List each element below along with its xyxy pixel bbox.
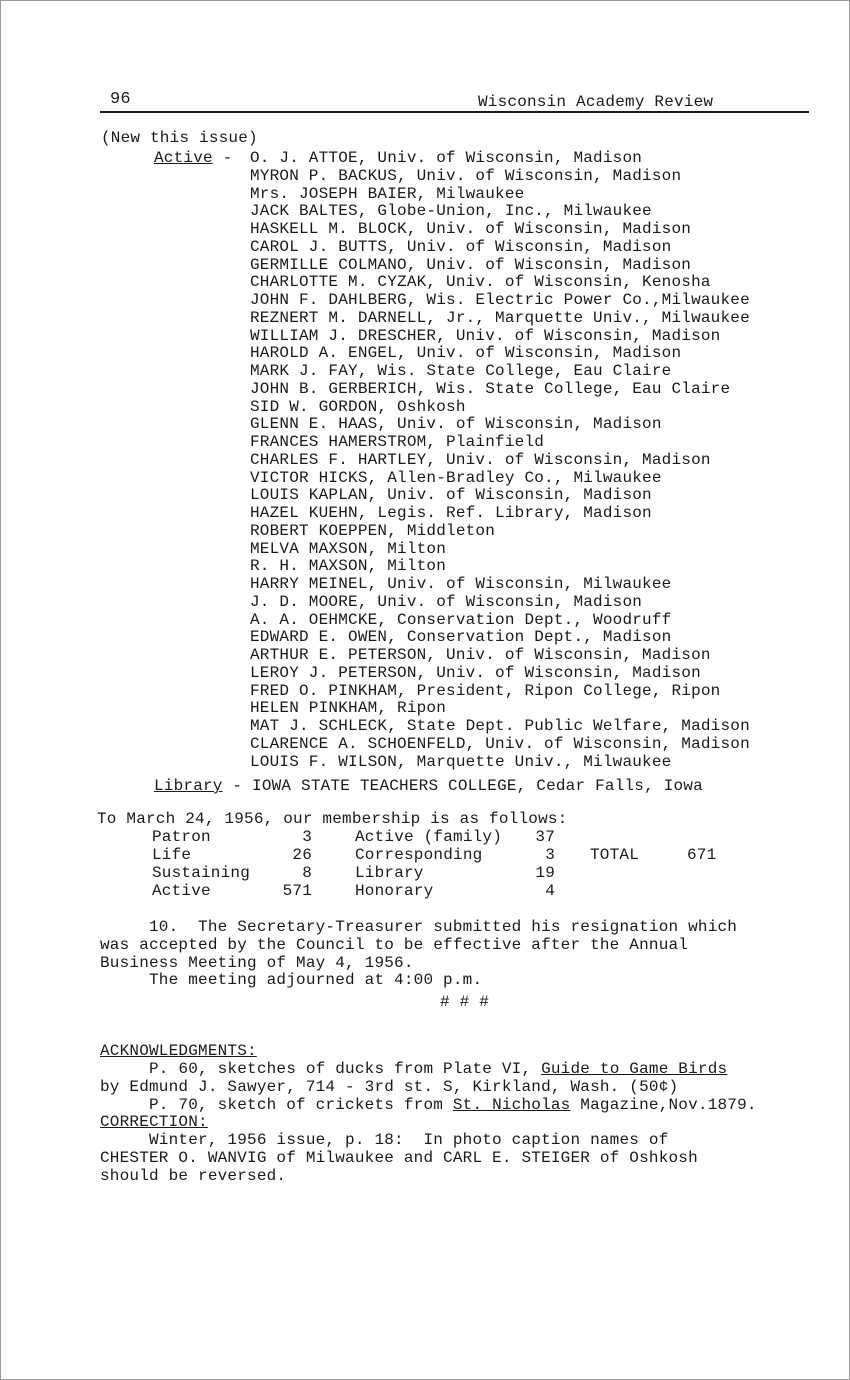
library-label: Library	[154, 777, 223, 795]
active-member: O. J. ATTOE, Univ. of Wisconsin, Madison	[250, 149, 643, 167]
library-sep: -	[222, 777, 253, 795]
journal-title: Wisconsin Academy Review	[478, 93, 714, 111]
active-member: REZNERT M. DARNELL, Jr., Marquette Univ., Milwaukee	[250, 309, 750, 327]
active-member: EDWARD E. OWEN, Conservation Dept., Madison	[250, 628, 672, 646]
active-member: JOHN B. GERBERICH, Wis. State College, Eau Claire	[250, 380, 731, 398]
active-member: J. D. MOORE, Univ. of Wisconsin, Madison	[250, 593, 643, 611]
total-value: 671	[687, 846, 717, 864]
active-member: SID W. GORDON, Oshkosh	[250, 398, 466, 416]
library-entry	[154, 777, 703, 795]
active-member: HASKELL M. BLOCK, Univ. of Wisconsin, Madison	[250, 220, 692, 238]
active-member: LOUIS F. WILSON, Marquette Univ., Milwaukee	[250, 753, 672, 771]
active-member: WILLIAM J. DRESCHER, Univ. of Wisconsin, Madison	[250, 327, 721, 345]
correction-line: should be reversed.	[100, 1167, 287, 1185]
active-member: HAROLD A. ENGEL, Univ. of Wisconsin, Madison	[250, 344, 682, 362]
ack1-title: Guide to Game Birds	[541, 1060, 728, 1078]
active-member: MARK J. FAY, Wis. State College, Eau Claire	[250, 362, 672, 380]
member-value: 26	[292, 846, 312, 864]
active-member: VICTOR HICKS, Allen-Bradley Co., Milwaukee	[250, 469, 662, 487]
ack2-text: P. 70, sketch of crickets from	[100, 1096, 453, 1114]
ack1-text: P. 60, sketches of ducks from Plate VI,	[100, 1060, 542, 1078]
member-label: Life	[152, 846, 192, 864]
active-member: MAT J. SCHLECK, State Dept. Public Welfare, Madison	[250, 717, 750, 735]
acknowledgment-line: by Edmund J. Sawyer, 714 - 3rd st. S, Kirkland, Wash. (50¢)	[100, 1078, 679, 1096]
ack2-title: St. Nicholas	[452, 1096, 571, 1114]
active-member: CHARLES F. HARTLEY, Univ. of Wisconsin, Madison	[250, 451, 711, 469]
correction-line: CHESTER O. WANVIG of Milwaukee and CARL E. STEIGER of Oshkosh	[100, 1149, 698, 1167]
active-member: GERMILLE COLMANO, Univ. of Wisconsin, Madison	[250, 256, 692, 274]
item10-line: Business Meeting of May 4, 1956.	[100, 954, 414, 972]
active-member: JACK BALTES, Globe-Union, Inc., Milwaukee	[250, 202, 652, 220]
active-member: HAZEL KUEHN, Legis. Ref. Library, Madison	[250, 504, 652, 522]
membership-intro: To March 24, 1956, our membership is as follows:	[97, 810, 568, 828]
correction-heading: CORRECTION:	[100, 1113, 208, 1131]
active-member: A. A. OEHMCKE, Conservation Dept., Woodruff	[250, 611, 672, 629]
active-label	[154, 149, 242, 167]
member-label: Active (family)	[355, 828, 503, 846]
member-value: 19	[535, 864, 555, 882]
active-member: MYRON P. BACKUS, Univ. of Wisconsin, Madison	[250, 167, 682, 185]
acknowledgment-line	[100, 1096, 757, 1114]
total-label: TOTAL	[590, 846, 640, 864]
active-member: HELEN PINKHAM, Ripon	[250, 699, 447, 717]
member-value: 3	[302, 828, 312, 846]
item10-line: was accepted by the Council to be effective after the Annual	[100, 936, 689, 954]
member-label: Honorary	[355, 882, 434, 900]
active-member: HARRY MEINEL, Univ. of Wisconsin, Milwaukee	[250, 575, 672, 593]
active-member: GLENN E. HAAS, Univ. of Wisconsin, Madison	[250, 415, 662, 433]
active-member: CHARLOTTE M. CYZAK, Univ. of Wisconsin, Kenosha	[250, 273, 711, 291]
member-value: 3	[545, 846, 555, 864]
member-value: 8	[302, 864, 312, 882]
member-label: Library	[355, 864, 424, 882]
active-member: LEROY J. PETERSON, Univ. of Wisconsin, Madison	[250, 664, 701, 682]
acknowledgments-heading: ACKNOWLEDGMENTS:	[100, 1042, 257, 1060]
active-member: ROBERT KOEPPEN, Middleton	[250, 522, 496, 540]
member-label: Patron	[152, 828, 211, 846]
member-value: 571	[282, 882, 312, 900]
member-value: 4	[545, 882, 555, 900]
header-rule	[100, 111, 809, 113]
library-member: IOWA STATE TEACHERS COLLEGE, Cedar Falls, Iowa	[252, 777, 703, 795]
active-member: FRED O. PINKHAM, President, Ripon College, Ripon	[250, 682, 721, 700]
correction-line: Winter, 1956 issue, p. 18: In photo caption names of	[100, 1131, 669, 1149]
active-member: Mrs. JOSEPH BAIER, Milwaukee	[250, 185, 525, 203]
active-member: MELVA MAXSON, Milton	[250, 540, 447, 558]
member-label: Active	[152, 882, 211, 900]
member-label: Sustaining	[152, 864, 251, 882]
active-member: R. H. MAXSON, Milton	[250, 557, 447, 575]
active-label-text: Active	[154, 149, 213, 167]
active-member: CAROL J. BUTTS, Univ. of Wisconsin, Madison	[250, 238, 672, 256]
active-member: LOUIS KAPLAN, Univ. of Wisconsin, Madison	[250, 486, 652, 504]
active-member: JOHN F. DAHLBERG, Wis. Electric Power Co.,Milwaukee	[250, 291, 750, 309]
adjourned-line: The meeting adjourned at 4:00 p.m.	[100, 971, 483, 989]
member-value: 37	[535, 828, 555, 846]
page-number: 96	[110, 90, 131, 109]
section-separator: # # #	[440, 993, 490, 1011]
acknowledgment-line	[100, 1060, 727, 1078]
section-heading: (New this issue)	[101, 129, 258, 147]
active-member: ARTHUR E. PETERSON, Univ. of Wisconsin, Madison	[250, 646, 711, 664]
member-label: Corresponding	[355, 846, 483, 864]
active-member: FRANCES HAMERSTROM, Plainfield	[250, 433, 545, 451]
active-member: CLARENCE A. SCHOENFELD, Univ. of Wisconsin, Madison	[250, 735, 750, 753]
ack2-post: Magazine,Nov.1879.	[570, 1096, 757, 1114]
active-sep: -	[212, 149, 243, 167]
item10-line: 10. The Secretary-Treasurer submitted his resignation which	[100, 918, 738, 936]
